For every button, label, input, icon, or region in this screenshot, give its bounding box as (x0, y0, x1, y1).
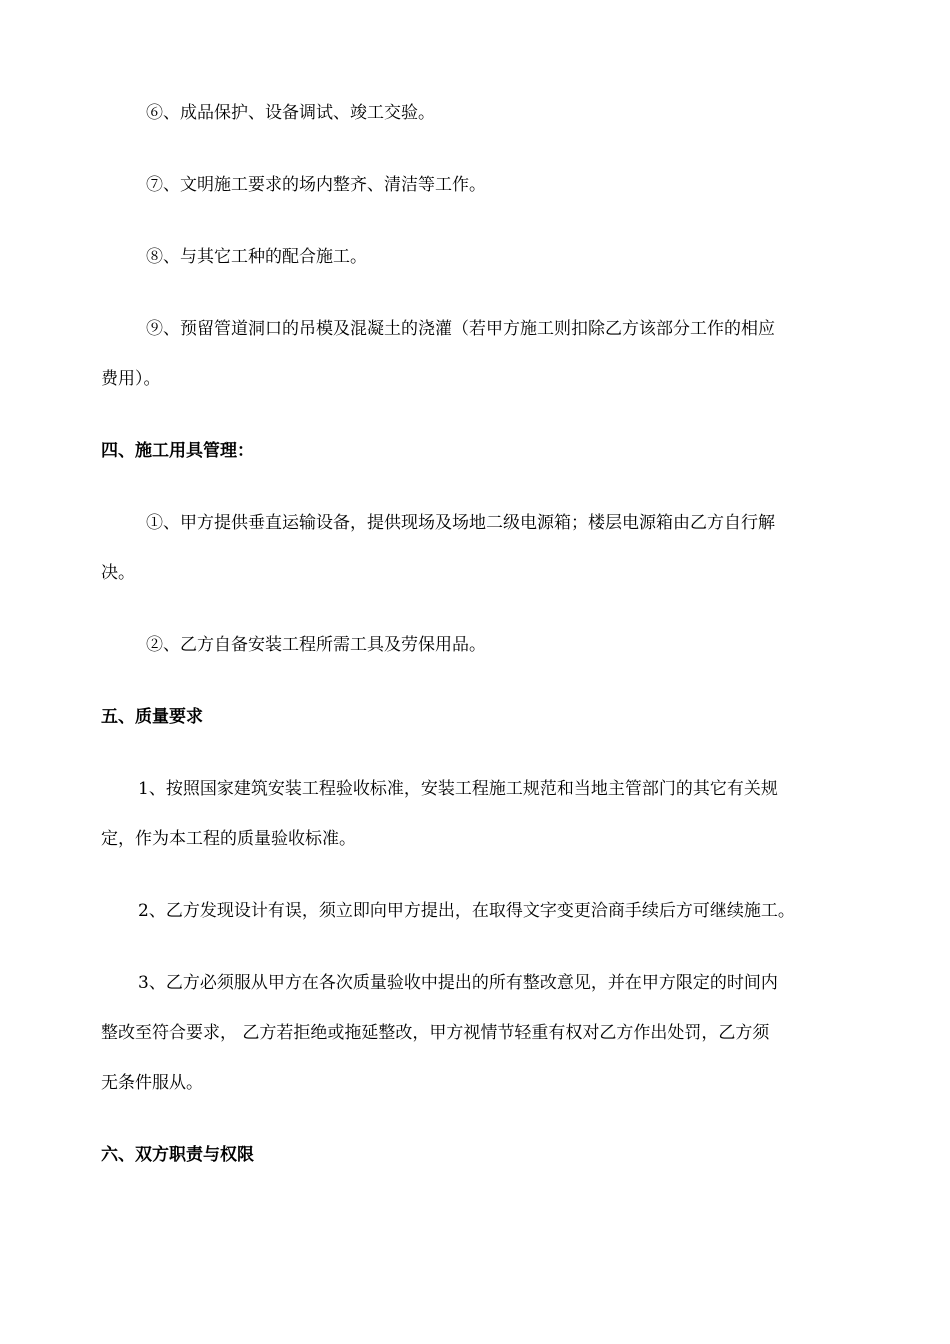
list-item-continuation: 决。 (101, 563, 135, 583)
list-item-continuation: 无条件服从。 (101, 1073, 203, 1093)
list-item-continuation: 整改至符合要求， 乙方若拒绝或拖延整改，甲方视情节轻重有权对乙方作出处罚，乙方须 (101, 1023, 770, 1043)
section-heading: 四、施工用具管理： (101, 441, 254, 461)
list-item: ⑨、预留管道洞口的吊模及混凝土的浇灌（若甲方施工则扣除乙方该部分工作的相应 (146, 319, 775, 339)
list-item: 3、乙方必须服从甲方在各次质量验收中提出的所有整改意见，并在甲方限定的时间内 (138, 973, 778, 993)
list-item: ②、乙方自备安装工程所需工具及劳保用品。 (146, 635, 486, 655)
section-heading: 六、双方职责与权限 (101, 1145, 254, 1165)
list-item-continuation: 费用）。 (101, 369, 161, 389)
list-item: ⑥、成品保护、设备调试、竣工交验。 (146, 103, 435, 123)
list-item: ⑦、文明施工要求的场内整齐、清洁等工作。 (146, 175, 486, 195)
list-item: ①、甲方提供垂直运输设备，提供现场及场地二级电源箱；楼层电源箱由乙方自行解 (146, 513, 775, 533)
list-item-continuation: 定，作为本工程的质量验收标准。 (101, 829, 356, 849)
list-item: ⑧、与其它工种的配合施工。 (146, 247, 367, 267)
list-item: 1、按照国家建筑安装工程验收标准，安装工程施工规范和当地主管部门的其它有关规 (138, 779, 778, 799)
list-item: 2、乙方发现设计有误，须立即向甲方提出，在取得文字变更洽商手续后方可继续施工。 (138, 901, 795, 921)
section-heading: 五、质量要求 (101, 707, 203, 727)
